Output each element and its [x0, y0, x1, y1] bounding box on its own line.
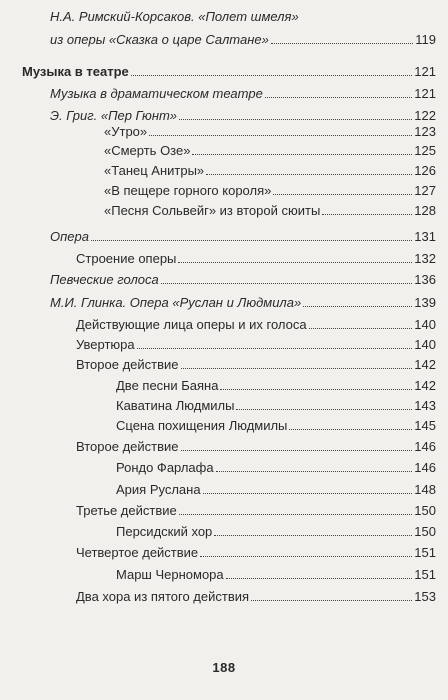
toc-entry-page: 146	[414, 460, 436, 475]
toc-entry-page: 140	[414, 317, 436, 332]
dot-leader	[192, 154, 412, 155]
toc-entry-page: 151	[414, 567, 436, 582]
toc-entry-title: Рондо Фарлафа	[116, 460, 214, 475]
toc-entry-line: Н.А. Римский-Корсаков. «Полет шмеля»	[50, 9, 299, 24]
toc-entry-page: 140	[414, 337, 436, 352]
toc-entry-title: Каватина Людмилы	[116, 398, 235, 413]
dot-leader	[178, 262, 412, 263]
dot-leader	[265, 97, 412, 98]
toc-entry-page: 121	[414, 86, 436, 101]
dot-leader	[181, 368, 413, 369]
toc-entry-title: Певческие голоса	[50, 272, 159, 287]
toc-entry	[76, 336, 436, 353]
toc-entry	[50, 294, 436, 311]
dot-leader	[214, 535, 412, 536]
toc-entry-title: Второе действие	[76, 439, 179, 454]
dot-leader	[236, 409, 412, 410]
dot-leader	[131, 75, 413, 76]
toc-entry	[116, 566, 436, 583]
toc-entry	[104, 182, 436, 199]
toc-entry-title: Сцена похищения Людмилы	[116, 418, 288, 433]
toc-entry-page: 145	[414, 418, 436, 433]
toc-entry	[76, 502, 436, 519]
toc-entry	[116, 481, 436, 498]
toc-entry	[104, 202, 436, 219]
dot-leader	[179, 514, 413, 515]
toc-entry	[76, 250, 436, 267]
toc-entry	[76, 316, 436, 333]
toc-entry-page: 123	[414, 124, 436, 139]
toc-entry	[104, 142, 436, 159]
toc-entry	[76, 356, 436, 373]
dot-leader	[203, 493, 413, 494]
toc-entry-title: из оперы «Сказка о царе Салтане»	[50, 32, 269, 47]
toc-entry-title: Марш Черномора	[116, 567, 224, 582]
dot-leader	[161, 283, 413, 284]
dot-leader	[91, 240, 412, 241]
toc-entry-page: 127	[414, 183, 436, 198]
toc-entry-page: 122	[414, 108, 436, 123]
toc-entry-title: «Утро»	[104, 124, 148, 139]
toc-entry-title: Персидский хор	[116, 524, 213, 539]
toc-entry	[104, 162, 436, 179]
dot-leader	[206, 174, 412, 175]
toc-entry	[76, 544, 436, 561]
toc-entry-page: 146	[414, 439, 436, 454]
toc-entry-title: Опера	[50, 229, 89, 244]
toc-entry-page: 142	[414, 357, 436, 372]
toc-entry-title: Ария Руслана	[116, 482, 201, 497]
toc-entry-page: 136	[414, 272, 436, 287]
toc-entry	[50, 107, 436, 124]
toc-entry-title: Музыка в театре	[22, 64, 129, 79]
toc-entry-page: 153	[414, 589, 436, 604]
toc-entry	[116, 523, 436, 540]
toc-entry-page: 150	[414, 503, 436, 518]
dot-leader	[216, 471, 413, 472]
dot-leader	[289, 429, 412, 430]
dot-leader	[179, 119, 412, 120]
toc-entry-page: 121	[414, 64, 436, 79]
toc-entry-title: Строение оперы	[76, 251, 177, 266]
toc-entry-title: Увертюра	[76, 337, 135, 352]
toc-entry-title: «Песня Сольвейг» из второй сюиты	[104, 203, 321, 218]
toc-entry-page: 126	[414, 163, 436, 178]
toc-entry	[50, 271, 436, 288]
dot-leader	[181, 450, 413, 451]
toc-entry-title: Второе действие	[76, 357, 179, 372]
dot-leader	[309, 328, 413, 329]
toc-entry	[50, 85, 436, 102]
toc-entry-title: Две песни Баяна	[116, 378, 219, 393]
toc-entry-page: 119	[415, 32, 436, 47]
page-number: 188	[212, 660, 236, 675]
toc-entry-page: 125	[414, 143, 436, 158]
toc-entry-title: Четвертое действие	[76, 545, 199, 560]
toc-entry	[76, 588, 436, 605]
dot-leader	[251, 600, 412, 601]
dot-leader	[273, 194, 412, 195]
toc-entry	[116, 397, 436, 414]
toc-entry-page: 142	[414, 378, 436, 393]
toc-entry	[104, 123, 436, 140]
toc-entry	[50, 228, 436, 245]
dot-leader	[200, 556, 412, 557]
dot-leader	[226, 578, 413, 579]
toc-entry	[50, 31, 436, 48]
toc-entry-page: 150	[414, 524, 436, 539]
toc-entry-title: Действующие лица оперы и их голоса	[76, 317, 307, 332]
toc-entry-page: 139	[414, 295, 436, 310]
toc-entry-page: 131	[414, 229, 436, 244]
toc-entry-page: 128	[414, 203, 436, 218]
dot-leader	[149, 135, 412, 136]
toc-entry-title: Музыка в драматическом театре	[50, 86, 263, 101]
dot-leader	[220, 389, 412, 390]
dot-leader	[271, 43, 413, 44]
toc-entry	[22, 63, 436, 80]
dot-leader	[137, 348, 413, 349]
dot-leader	[303, 306, 412, 307]
toc-entry-title: «В пещере горного короля»	[104, 183, 272, 198]
toc-entry-page: 132	[414, 251, 436, 266]
toc-entry-title: Два хора из пятого действия	[76, 589, 250, 604]
toc-entry	[116, 417, 436, 434]
toc-entry-title: Э. Григ. «Пер Гюнт»	[50, 108, 178, 123]
toc-entry-title: Третье действие	[76, 503, 177, 518]
toc-entry-title: «Танец Анитры»	[104, 163, 205, 178]
toc-entry-page: 151	[414, 545, 436, 560]
toc-entry	[116, 459, 436, 476]
toc-entry-title: «Смерть Озе»	[104, 143, 191, 158]
dot-leader	[322, 214, 412, 215]
toc-entry-title: М.И. Глинка. Опера «Руслан и Людмила»	[50, 295, 302, 310]
toc-entry	[76, 438, 436, 455]
toc-entry-page: 148	[414, 482, 436, 497]
toc-entry	[116, 377, 436, 394]
toc-entry-page: 143	[414, 398, 436, 413]
